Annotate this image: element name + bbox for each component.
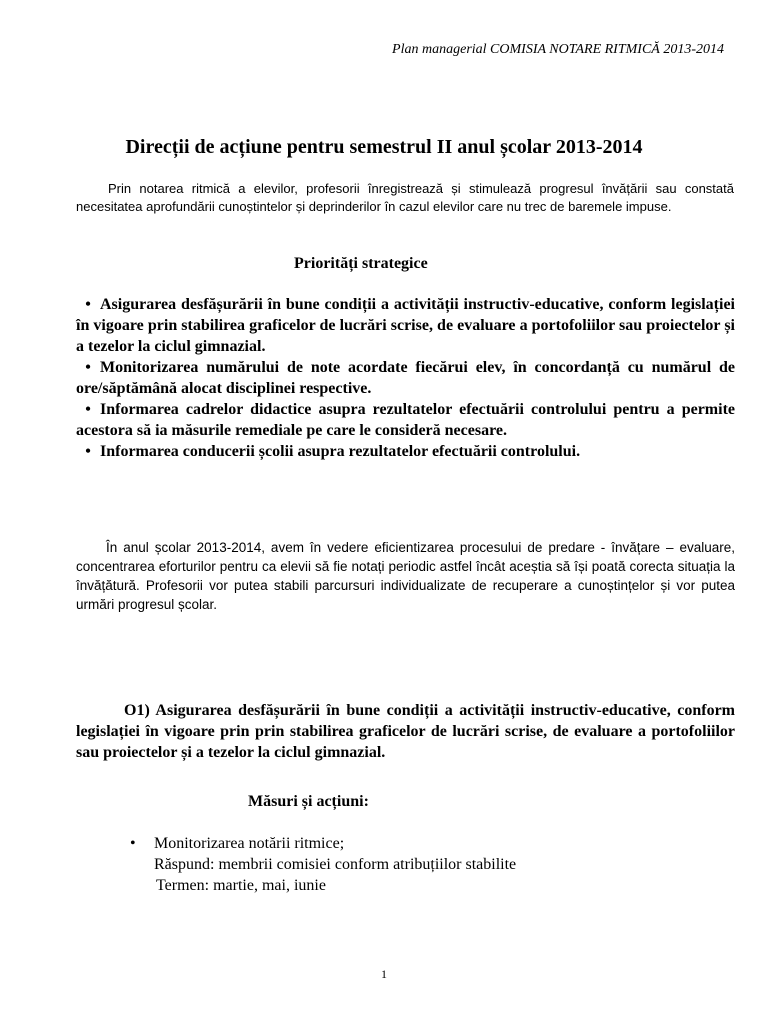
bullet-icon: •: [85, 296, 91, 313]
measures-heading: Măsuri și acțiuni:: [248, 793, 369, 810]
bullet-icon: •: [130, 835, 136, 852]
bullet-icon: •: [85, 443, 91, 460]
measure-deadline: Termen: martie, mai, iunie: [156, 877, 326, 894]
priority-item: [76, 399, 735, 441]
objective-o1: O1) Asigurarea desfășurării în bune condiții a activității instructiv-educative, conform legislației în vigoare prin prin stabilirea graficelor de lucrări scrise, de evaluare a portofoliilor sau proiectelor și a tezelor la ciclul gimnazial.: [76, 702, 735, 761]
priority-item: [76, 441, 735, 462]
document-title: Direcții de acțiune pentru semestrul II anul școlar 2013-2014: [125, 136, 643, 158]
priority-list: [76, 294, 735, 462]
priority-item-text: Informarea cadrelor didactice asupra rezultatelor efectuării controlului pentru a permite acestora să ia măsurile remediale pe care le consideră necesare.: [76, 401, 735, 439]
priority-item: [76, 294, 735, 357]
priority-item-text: Asigurarea desfășurării în bune condiții a activității instructiv-educative, conform legislației în vigoare prin stabilirea graficelor de lucrări scrise, de evaluare a portofoliilor sau proiectelor și a tezelor la ciclul gimnazial.: [76, 296, 735, 355]
school-year-paragraph: În anul școlar 2013-2014, avem în vedere eficientizarea procesului de predare - învățare – evaluare, concentrarea eforturilor pentru ca elevii să fie notați periodic astfel încât aceștia să își poată corecta situația la învățătură. Profesorii vor putea stabili parcursuri individualizate de recuperare a cunoștințelor și vor putea urmări progresul școlar.: [76, 540, 735, 612]
running-header: Plan managerial COMISIA NOTARE RITMICĂ 2013-2014: [392, 42, 724, 57]
priorities-heading: Priorități strategice: [294, 255, 428, 272]
bullet-icon: •: [85, 359, 91, 376]
page-number: 1: [381, 967, 387, 981]
measure-item-text: Monitorizarea notării ritmice;: [154, 835, 345, 852]
bullet-icon: •: [85, 401, 91, 418]
priority-item-text: Monitorizarea numărului de note acordate fiecărui elev, în concordanță cu numărul de ore/săptămână alocat disciplinei respective.: [76, 359, 735, 397]
priority-item-text: Informarea conducerii școlii asupra rezultatelor efectuării controlului.: [100, 443, 581, 460]
intro-paragraph: Prin notarea ritmică a elevilor, profesorii înregistrează și stimulează progresul învățării sau constată necesitatea aprofundării cunoștintelor și deprinderilor în cazul elevilor care nu trec de baremele impuse.: [76, 181, 734, 214]
priority-item: [76, 357, 735, 399]
measure-responsible: Răspund: membrii comisiei conform atribuțiilor stabilite: [154, 856, 517, 873]
